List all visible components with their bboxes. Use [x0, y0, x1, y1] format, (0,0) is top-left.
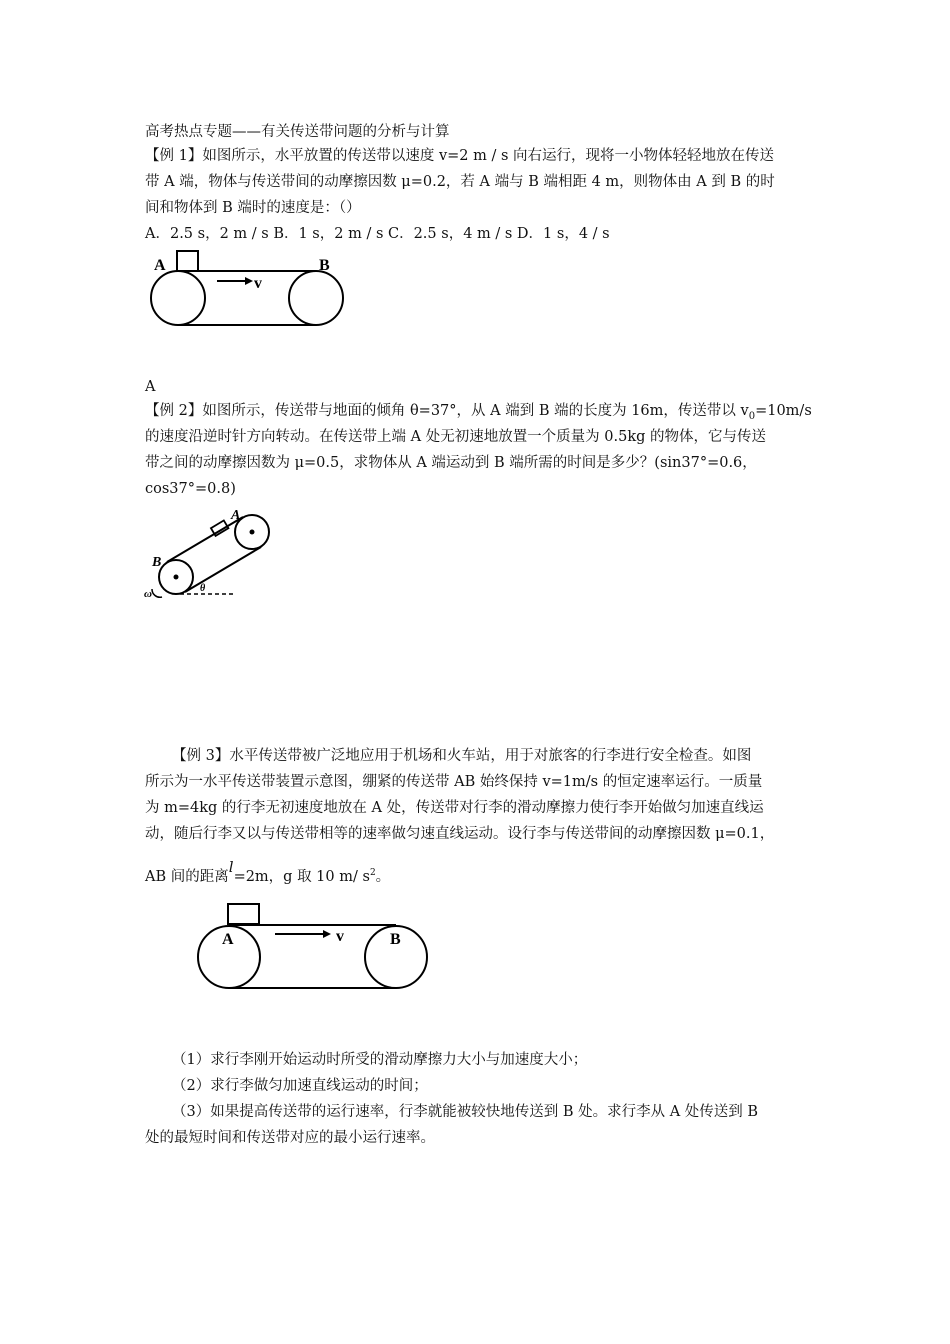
ex2-top-axle	[250, 530, 255, 535]
ex2-line-1-sub: 0	[748, 410, 756, 422]
ex1-right-pulley	[289, 271, 343, 325]
ex3-arrow-head	[323, 930, 331, 938]
ex3-label-b: B	[390, 931, 401, 948]
ex1-label-b: B	[319, 257, 330, 274]
ex3-line-5-pre: AB 间的距离	[145, 868, 229, 885]
ex2-line-1	[145, 401, 812, 427]
ex3-question-1: （1）求行李刚开始运动时所受的滑动摩擦力大小与加速度大小；	[172, 1052, 588, 1068]
ex1-object	[177, 251, 198, 271]
ex2-line-2: 的速度沿逆时针方向转动。在传送带上端 A 处无初速地放置一个质量为 0.5kg 的物体，它与传送	[145, 429, 767, 445]
ex1-line-3: 间和物体到 B 端时的速度是：（）	[145, 200, 361, 216]
ex3-line-1: 【例 3】水平传送带被广泛地应用于机场和火车站，用于对旅客的行李进行安全检查。如图	[172, 748, 752, 764]
ex2-belt-lower	[185, 547, 261, 592]
ex3-belt-diagram	[195, 902, 435, 994]
ex2-label-a: A	[231, 508, 241, 523]
ex2-label-theta: θ	[200, 583, 206, 594]
ex3-line-5-end: 。	[375, 868, 391, 885]
ex3-line-2: 所示为一水平传送带装置示意图，绷紧的传送带 AB 始终保持 v=1m/s 的恒定速率运行。一质量	[145, 774, 763, 790]
ex3-label-a: A	[222, 931, 234, 948]
ex2-line-1-post: =10m/s	[755, 403, 812, 419]
ex3-question-3: （3）如果提高传送带的运行速率，行李就能被较快地传送到 B 处。求行李从 A 处传送到 B	[172, 1104, 759, 1120]
ex1-line-1: 【例 1】如图所示，水平放置的传送带以速度 v=2 m / s 向右运行，现将一小物体轻轻地放在传送	[145, 148, 775, 164]
ex3-question-2: （2）求行李做匀加速直线运动的时间；	[172, 1078, 428, 1094]
ex3-distance-symbol: l	[228, 857, 234, 876]
ex3-line-5-sup: 2	[369, 868, 376, 878]
ex3-line-3: 为 m=4kg 的行李无初速度地放在 A 处，传送带对行李的滑动摩擦力使行李开始做匀加速直线运	[145, 800, 764, 816]
ex1-answer: A	[145, 379, 156, 395]
ex1-options: A．2.5 s，2 m / s B．1 s，2 m / s C．2.5 s，4 m / s D．1 s，4 / s	[145, 226, 610, 242]
ex2-line-1-main: 【例 2】如图所示，传送带与地面的倾角 θ=37°，从 A 端到 B 端的长度为 16m，传送带以 v	[145, 403, 749, 419]
ex2-line-4: cos37°=0.8)	[145, 481, 236, 497]
ex3-label-v: v	[336, 928, 344, 945]
ex3-luggage	[228, 904, 259, 924]
ex1-left-pulley	[151, 271, 205, 325]
ex3-line-5	[145, 857, 391, 887]
ex3-line-4: 动，随后行李又以与传送带相等的速率做匀速直线运动。设行李与传送带间的动摩擦因数 μ=0.1，	[145, 826, 775, 842]
ex2-line-3: 带之间的动摩擦因数为 μ=0.5，求物体从 A 端运动到 B 端所需的时间是多少？(sin37°=0.6，	[145, 455, 757, 471]
ex2-label-b: B	[152, 555, 162, 570]
ex1-label-v: v	[254, 275, 262, 292]
ex1-label-a: A	[154, 257, 166, 274]
ex2-omega-arc	[152, 589, 162, 597]
ex2-bottom-axle	[174, 575, 179, 580]
ex1-arrow-head	[245, 277, 253, 285]
ex2-incline-diagram	[140, 505, 280, 605]
ex3-question-3-cont: 处的最短时间和传送带对应的最小运行速率。	[145, 1130, 435, 1146]
ex3-line-5-post: =2m，g 取 10 m/ s	[233, 868, 370, 885]
ex1-line-2: 带 A 端，物体与传送带间的动摩擦因数 μ=0.2，若 A 端与 B 端相距 4 m，则物体由 A 到 B 的时	[145, 174, 775, 190]
ex2-label-omega: ω	[144, 588, 152, 600]
ex1-belt-diagram	[145, 248, 365, 328]
ex2-belt-upper	[167, 517, 243, 562]
page-title: 高考热点专题——有关传送带问题的分析与计算	[145, 124, 450, 140]
